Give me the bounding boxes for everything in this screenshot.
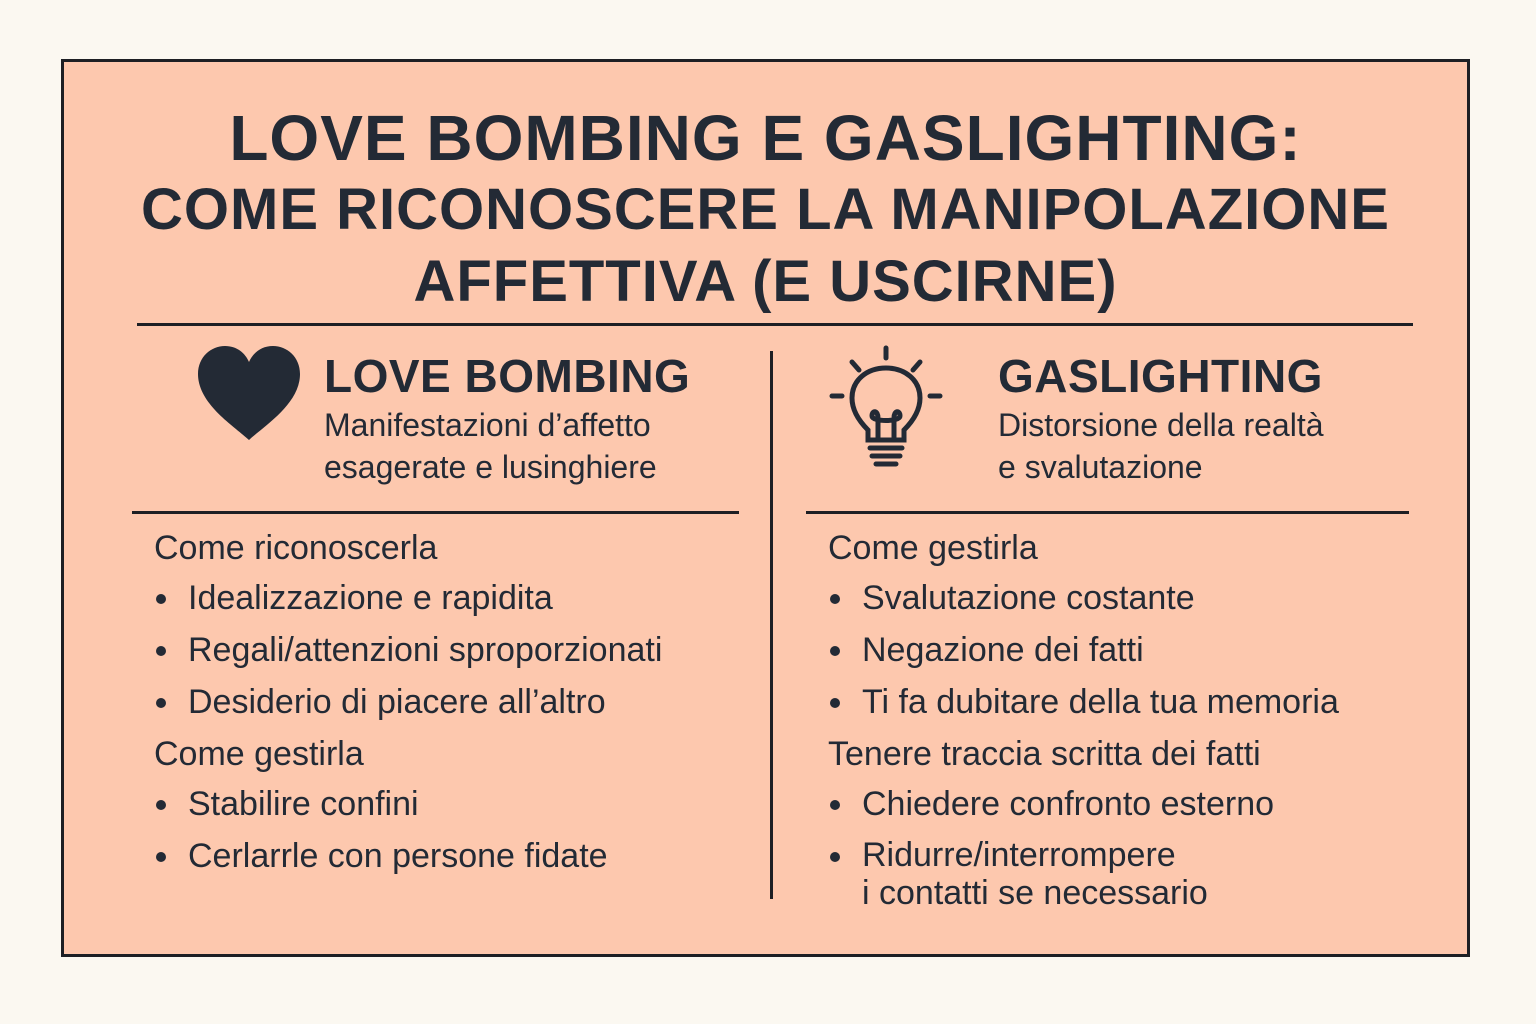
gaslighting-heading-block xyxy=(998,348,1324,488)
bullet-icon xyxy=(156,698,166,708)
title-line-3: AFFETTIVA (E USCIRNE) xyxy=(413,249,1118,314)
infographic-card xyxy=(61,59,1470,957)
love-bombing-manage-list xyxy=(154,778,740,882)
list-item: Ti fa dubitare della tua memoria xyxy=(828,676,1410,728)
love-bombing-heading: LOVE BOMBING xyxy=(324,350,691,402)
bullet-icon xyxy=(830,698,840,708)
gaslighting-track-section xyxy=(828,726,1410,912)
list-item: Negazione dei fatti xyxy=(828,624,1410,676)
love-bombing-manage-heading: Come gestirla xyxy=(154,735,364,773)
love-bombing-subtitle-line-1: Manifestazioni d’affetto xyxy=(324,407,651,443)
bullet-icon xyxy=(156,594,166,604)
love-bombing-heading-block xyxy=(324,348,690,488)
bullet-icon xyxy=(156,852,166,862)
gaslighting-subtitle-line-1: Distorsione della realtà xyxy=(998,407,1324,443)
list-item: Svalutazione costante xyxy=(828,572,1410,624)
gaslighting-column xyxy=(806,344,1410,912)
love-bombing-recognize-section xyxy=(154,520,740,728)
love-bombing-recognize-list xyxy=(154,572,740,728)
love-bombing-divider xyxy=(132,511,739,514)
list-item: Chiedere confronto esterno xyxy=(828,778,1410,830)
column-divider xyxy=(770,351,773,899)
bullet-icon xyxy=(830,800,840,810)
lightbulb-icon xyxy=(826,344,946,474)
gaslighting-subtitle-line-2: e svalutazione xyxy=(998,449,1203,485)
heart-icon xyxy=(194,344,304,444)
bullet-icon xyxy=(156,646,166,656)
list-item: Cerlarrle con persone fidate xyxy=(154,830,740,882)
list-item: Regali/attenzioni sproporzionati xyxy=(154,624,740,676)
title-line-1: LOVE BOMBING E GASLIGHTING: xyxy=(229,102,1302,174)
love-bombing-manage-section xyxy=(154,726,740,882)
gaslighting-heading: GASLIGHTING xyxy=(998,350,1323,402)
gaslighting-signs-list xyxy=(828,572,1410,728)
gaslighting-track-heading: Tenere traccia scritta dei fatti xyxy=(828,735,1261,773)
page-title xyxy=(64,102,1467,318)
gaslighting-manage-heading: Come gestirla xyxy=(828,529,1038,567)
gaslighting-manage-section xyxy=(828,520,1410,728)
list-item: Desiderio di piacere all’altro xyxy=(154,676,740,728)
bullet-icon xyxy=(830,594,840,604)
list-item: Idealizzazione e rapidita xyxy=(154,572,740,624)
love-bombing-header xyxy=(132,344,740,504)
list-item: Ridurre/interrompere i contatti se necessario xyxy=(828,830,1410,912)
bullet-icon xyxy=(156,800,166,810)
love-bombing-column xyxy=(132,344,740,875)
gaslighting-divider xyxy=(806,511,1409,514)
love-bombing-subtitle-line-2: esagerate e lusinghiere xyxy=(324,449,657,485)
list-item: Stabilire confini xyxy=(154,778,740,830)
love-bombing-recognize-heading: Come riconoscerla xyxy=(154,529,438,567)
gaslighting-actions-list xyxy=(828,778,1410,912)
bullet-icon xyxy=(830,852,840,862)
title-divider xyxy=(137,323,1413,326)
bullet-icon xyxy=(830,646,840,656)
title-line-2: COME RICONOSCERE LA MANIPOLAZIONE xyxy=(141,177,1390,242)
gaslighting-header xyxy=(806,344,1410,504)
